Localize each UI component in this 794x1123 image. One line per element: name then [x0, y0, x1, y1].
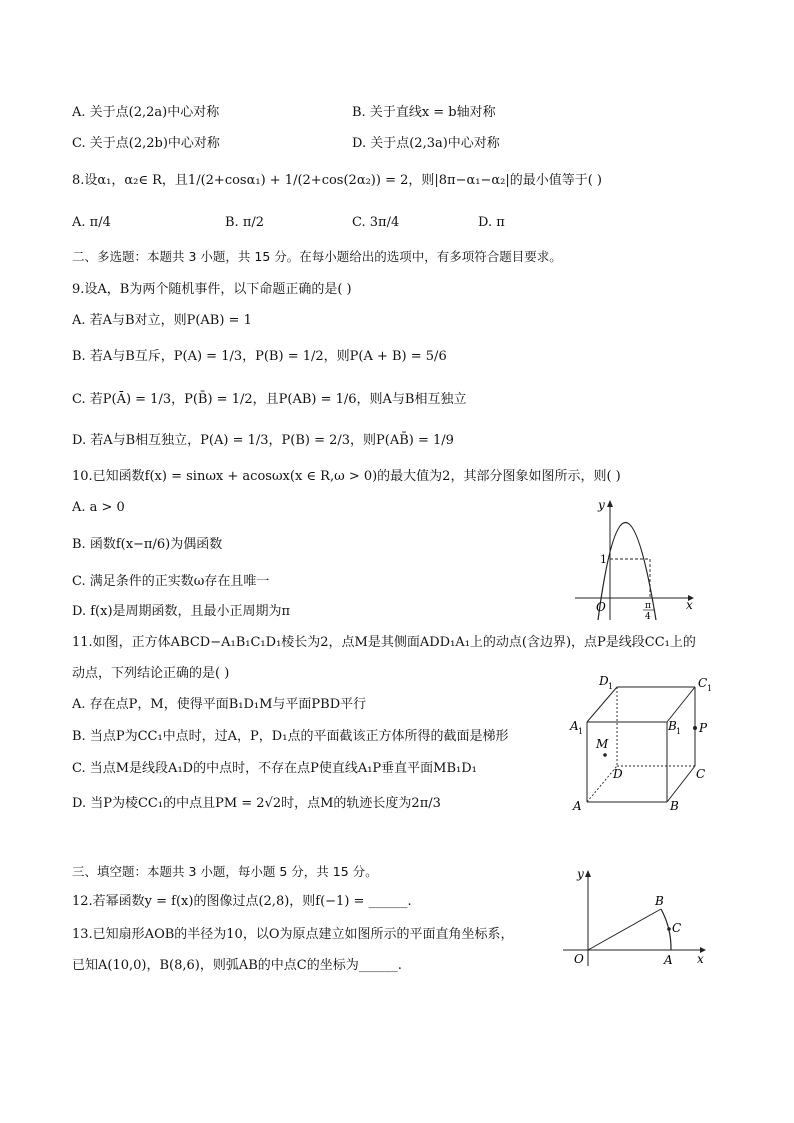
q13-line2: 已知A(10,0)，B(8,6)，则弧AB的中点C的坐标为______. [72, 958, 402, 973]
q10-y-label: y [598, 498, 605, 512]
q10-option-a: A. a > 0 [72, 500, 125, 515]
q8-option-c: C. 3π/4 [352, 215, 400, 230]
q11-stem-line1: 11.如图，正方体ABCD−A₁B₁C₁D₁棱长为2，点M是其侧面ADD₁A₁上的动点(含边界)，点P是线段CC₁上的 [72, 635, 696, 650]
q11-option-a: A. 存在点P，M，使得平面B₁D₁M与平面PBD平行 [72, 697, 367, 712]
q10-stem: 10.已知函数f(x) = sinωx + acosωx(x ∈ R,ω > 0)的最大值为2，其部分图象如图所示，则( ) [72, 469, 621, 484]
cube-label-m: M [596, 737, 609, 751]
cube-label-b1-sub: 1 [676, 727, 682, 736]
q10-option-c: C. 满足条件的正实数ω存在且唯一 [72, 574, 270, 589]
cube-label-c: C [696, 767, 706, 781]
q7-option-a: A. 关于点(2,2a)中心对称 [72, 105, 220, 120]
q11-cube [565, 668, 725, 818]
q8-option-a: A. π/4 [72, 215, 111, 230]
cube-label-c1-sub: 1 [707, 684, 713, 693]
cube-label-b1: B [668, 719, 677, 733]
q13-label-a: A [664, 953, 673, 967]
q12-text: 12.若幂函数y = f(x)的图像过点(2,8)，则f(−1) = ______. [72, 894, 412, 909]
section-2-heading: 二、多选题：本题共 3 小题，共 15 分。在每小题给出的选项中，有多项符合题目要求。 [72, 249, 562, 264]
q9-option-b: B. 若A与B互斥，P(A) = 1/3，P(B) = 1/2，则P(A + B) = 5/6 [72, 349, 447, 364]
q10-option-b: B. 函数f(x−π/6)为偶函数 [72, 537, 223, 552]
q10-y-arrow [607, 500, 613, 507]
q13-graph [560, 862, 720, 972]
q7-option-c: C. 关于点(2,2b)中心对称 [72, 136, 220, 151]
q10-origin-label: O [596, 600, 606, 614]
cube-label-p: P [699, 721, 708, 735]
cube-label-d1-sub: 1 [608, 682, 614, 691]
q13-radius-ob [588, 909, 661, 950]
q11-option-b: B. 当点P为CC₁中点时，过A，P，D₁点的平面截该正方体所得的截面是梯形 [72, 729, 509, 744]
q13-label-b: B [655, 894, 664, 908]
cube-label-a1-sub: 1 [578, 727, 584, 736]
cube-edge-b-c [667, 766, 695, 802]
cube-label-b: B [670, 799, 679, 813]
q11-option-c: C. 当点M是线段A₁D的中点时，不存在点P使直线A₁P垂直平面MB₁D₁ [72, 761, 477, 776]
q10-option-d: D. f(x)是周期函数，且最小正周期为π [72, 604, 291, 619]
q13-x-label: x [697, 952, 704, 966]
q10-tick-y-label: 1 [600, 553, 607, 566]
q9-option-a: A. 若A与B对立，则P(AB) = 1 [72, 313, 252, 328]
q7-option-b: B. 关于直线x = b轴对称 [352, 105, 496, 120]
cube-edge-b1-c1 [667, 687, 695, 722]
q9-option-c: C. 若P(Ā) = 1/3，P(B̄) = 1/2，且P(AB) = 1/6，则A与B相互独立 [72, 392, 467, 407]
q9-stem: 9.设A，B为两个随机事件，以下命题正确的是( ) [72, 282, 352, 297]
q9-option-d: D. 若A与B相互独立，P(A) = 1/3，P(B) = 2/3，则P(AB̄) = 1/9 [72, 433, 454, 448]
q8-stem: 8.设α₁，α₂∈ R，且1/(2+cosα₁) + 1/(2+cos(2α₂)) = 2，则|8π−α₁−α₂|的最小值等于( ) [72, 173, 602, 188]
q13-label-c: C [672, 921, 682, 935]
section-3-heading: 三、填空题：本题共 3 小题，每小题 5 分，共 15 分。 [72, 864, 378, 879]
q10-graph [570, 495, 700, 630]
q13-y-label: y [577, 867, 584, 881]
q8-option-d: D. π [478, 215, 505, 230]
q11-stem-line2: 动点，下列结论正确的是( ) [72, 666, 230, 681]
q8-option-b: B. π/2 [225, 215, 265, 230]
cube-label-a: A [573, 799, 582, 813]
q10-tick-x-denominator: 4 [645, 612, 651, 622]
cube-label-d: D [613, 767, 623, 781]
cube-point-p [693, 726, 697, 730]
q10-tick-x-numerator: π [645, 601, 651, 611]
cube-label-d1: D [599, 674, 609, 688]
cube-label-a1: A [570, 719, 579, 733]
q7-option-d: D. 关于点(2,3a)中心对称 [352, 136, 500, 151]
cube-edge-a1-d1 [587, 687, 617, 722]
q13-label-o: O [574, 952, 584, 966]
q10-x-label: x [686, 598, 693, 612]
cube-label-c1: C [698, 676, 708, 690]
q13-line1: 13.已知扇形AOB的半径为10，以O为原点建立如图所示的平面直角坐标系， [72, 927, 514, 942]
q13-y-arrow [585, 870, 591, 877]
q11-option-d: D. 当P为棱CC₁的中点且PM = 2√2时，点M的轨迹长度为2π/3 [72, 796, 441, 811]
q13-point-c [667, 927, 671, 931]
cube-point-m [603, 753, 607, 757]
